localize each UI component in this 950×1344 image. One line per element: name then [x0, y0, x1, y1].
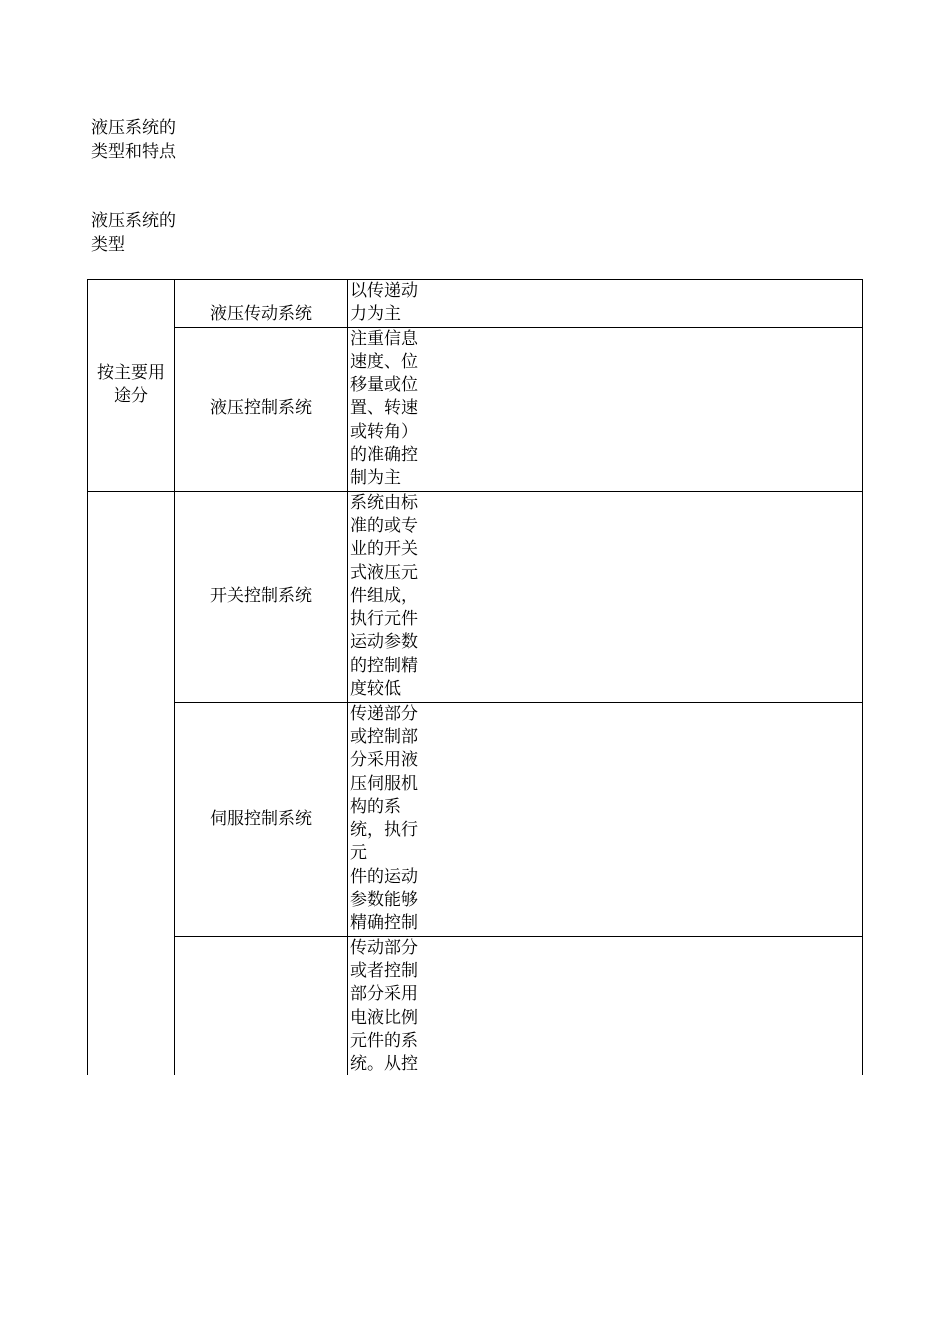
table-row — [88, 327, 863, 491]
description-cell — [348, 280, 863, 328]
system-name-cell — [175, 327, 348, 491]
system-name-cell — [175, 936, 348, 1075]
system-name-cell — [175, 280, 348, 328]
description-cell — [348, 936, 863, 1075]
system-name: 开关控制系统 — [210, 586, 312, 607]
system-name: 液压传动系统 — [210, 304, 312, 325]
description-cell — [348, 702, 863, 936]
system-name: 伺服控制系统 — [210, 808, 312, 829]
description-text: 传动部分或者控制部分采用电液比例元件的系统。从控 — [350, 937, 418, 1075]
classification-table — [87, 279, 863, 1075]
table-row — [88, 936, 863, 1075]
description-cell — [348, 327, 863, 491]
description-cell — [348, 491, 863, 702]
subsection-title: 液压系统的类型 — [91, 211, 176, 255]
category-cell — [88, 280, 175, 492]
classification-table-frame — [87, 279, 863, 1075]
category-cell — [88, 491, 175, 1075]
system-name-cell — [175, 702, 348, 936]
description-text: 注重信息速度、位移量或位置、转速或转角）的准确控制为主 — [350, 328, 418, 489]
table-row — [88, 702, 863, 936]
section-title: 液压系统的类型和特点 — [91, 118, 176, 162]
description-text: 传递部分或控制部分采用液压伺服机构的系统，执行元 件的运动参数能够精确控制 — [350, 703, 418, 934]
system-name: 液压控制系统 — [210, 398, 312, 419]
description-text: 系统由标准的或专业的开关式液压元件组成，执行元件运动参数的控制精度较低 — [350, 492, 418, 700]
table-row — [88, 280, 863, 328]
table-row — [88, 491, 863, 702]
system-name-cell — [175, 491, 348, 702]
description-text: 以传递动力为主 — [350, 281, 418, 325]
category-label: 按主要用途分 — [97, 363, 165, 407]
